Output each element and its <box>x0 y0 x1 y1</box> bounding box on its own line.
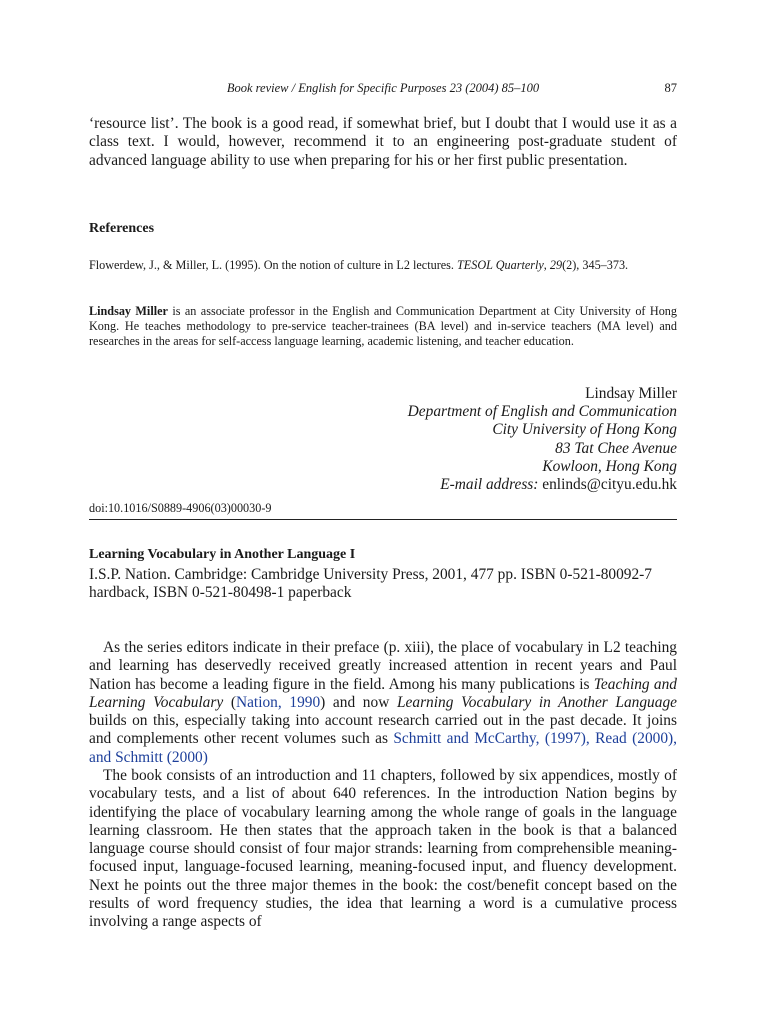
page-number: 87 <box>664 81 677 95</box>
p1-text-b: ( <box>223 693 236 711</box>
signature-name: Lindsay Miller <box>585 385 677 402</box>
reference-entry <box>89 258 692 273</box>
review-paragraph-2: The book consists of an introduction and 11 chapters, followed by six appendices, mostly of vocabulary tests, and a list of about 640 references. In the introduction Nation begins by identifying the place of vocabulary learning among the whole range of goals in the language learning classroom. He then states that the approach taken in the book is that a balanced language course should consist of four major strands: learning from comprehensible meaning-focused input, language-focused learning, meaning-focused input, and fluency development. Next he points out the three major themes in the book: the cost/benefit concept based on the results of word frequency studies, the idea that learning a word is a cumulative process involving a range aspects of <box>89 767 677 931</box>
review-title: Learning Vocabulary in Another Language I <box>89 547 356 562</box>
section-divider <box>89 519 677 520</box>
review-paragraph-1 <box>89 639 677 767</box>
reference-journal: TESOL Quarterly <box>457 258 544 272</box>
running-head-title: Book review / English for Specific Purposes 23 (2004) 85–100 <box>226 81 540 95</box>
author-bio <box>89 304 677 350</box>
signature-block <box>89 385 677 494</box>
running-head <box>89 81 677 99</box>
bio-name: Lindsay Miller <box>89 304 168 318</box>
email-label: E-mail address: <box>440 476 539 494</box>
signature-city: Kowloon, Hong Kong <box>542 457 677 475</box>
signature-department: Department of English and Communication <box>407 403 677 421</box>
review-book-details: I.S.P. Nation. Cambridge: Cambridge University Press, 2001, 477 pp. ISBN 0-521-80092-7 hardback, ISBN 0-521-80498-1 paperback <box>89 566 653 602</box>
reference-rest: (2), 345–373. <box>562 258 629 272</box>
p1-italic-title-2: Learning Vocabulary in Another Language <box>396 693 677 711</box>
references-heading: References <box>89 221 155 236</box>
signature-email-line <box>89 476 677 494</box>
p1-text-a: As the series editors indicate in their preface (p. xiii), the place of vocabulary in L2 teaching and learning has deservedly received greatly increased attention in recent years and Paul Nation has become a leading figure in the field. Among his many publications is <box>89 639 677 693</box>
citation-link-schmitt-read[interactable]: Schmitt and McCarthy, (1997), Read (2000), and Schmitt (2000) <box>89 730 678 766</box>
opening-paragraph: ‘resource list’. The book is a good read, if somewhat brief, but I doubt that I would use it as a class text. I would, however, recommend it to an engineering post-graduate student of advanced language ability to use when preparing for his or her first public presentation. <box>89 115 677 169</box>
signature-street: 83 Tat Chee Avenue <box>555 439 677 457</box>
p1-text-c: ) and now <box>320 693 397 711</box>
citation-link-nation[interactable]: Nation, 1990 <box>235 693 321 711</box>
signature-university: City University of Hong Kong <box>492 421 677 439</box>
reference-volume: 29 <box>549 258 563 272</box>
reference-sep: , <box>543 258 550 272</box>
bio-text: is an associate professor in the English and Communication Department at City University of Hong Kong. He teaches methodology to pre-service teacher-trainees (BA level) and in-service teachers (MA level) and researches in the areas for self-access language learning, academic listening, and teacher education. <box>89 304 677 349</box>
reference-authors: Flowerdew, J., & Miller, L. (1995). On the notion of culture in L2 lectures. <box>89 258 457 272</box>
email-address[interactable]: enlinds@cityu.edu.hk <box>538 476 677 494</box>
p1-text-d: builds on this, especially taking into account research carried out in the past decade. It joins and complements other recent volumes such as <box>89 712 677 748</box>
p1-italic-title-1: Teaching and Learning Vocabulary <box>89 675 677 711</box>
doi: doi:10.1016/S0889-4906(03)00030-9 <box>89 501 272 515</box>
